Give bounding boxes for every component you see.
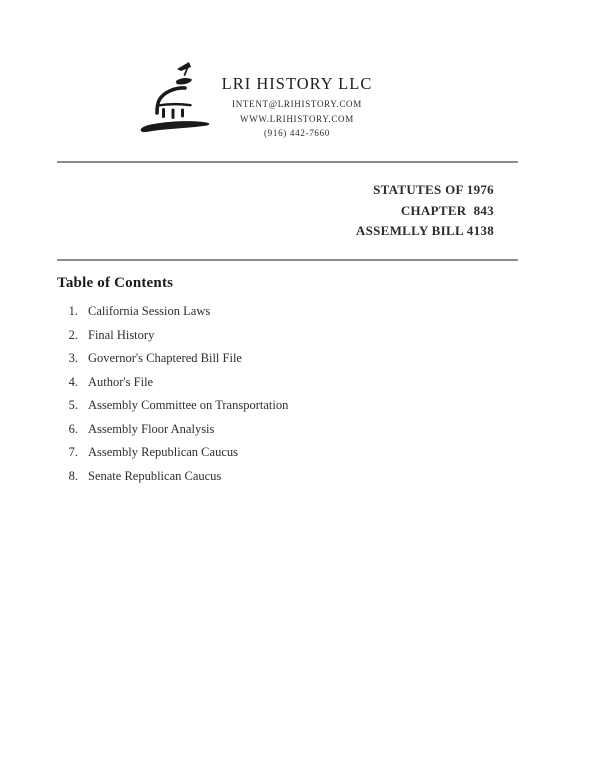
toc-item-label: Final History — [88, 327, 155, 342]
statutes-line: STATUTES OF 1976 — [373, 182, 494, 197]
toc-item — [57, 445, 288, 469]
company-name: LRI HISTORY LLC — [221, 74, 373, 93]
statute-reference-block — [356, 180, 494, 242]
toc-item-label: Assembly Republican Caucus — [88, 445, 238, 459]
toc-item-label: Author's File — [88, 374, 154, 389]
toc-list — [57, 304, 288, 492]
toc-item — [57, 328, 288, 352]
toc-item-number: 7. — [68, 445, 78, 459]
toc-item — [57, 375, 288, 399]
toc-item-number: 3. — [68, 351, 78, 365]
toc-item — [57, 398, 288, 422]
toc-item-label: Senate Republican Caucus — [88, 468, 222, 483]
toc-item-label: Governor's Chaptered Bill File — [88, 351, 242, 365]
company-contact-block — [177, 97, 417, 141]
toc-item-number: 1. — [68, 304, 78, 318]
horizontal-rule-middle — [57, 259, 518, 261]
bill-line: ASSEMLLY BILL 4138 — [355, 223, 494, 238]
toc-item-number: 8. — [68, 468, 78, 483]
toc-item — [57, 351, 288, 375]
horizontal-rule-top — [57, 161, 518, 163]
toc-item — [57, 422, 288, 446]
toc-item-label: Assembly Committee on Transportation — [88, 398, 289, 412]
toc-item — [57, 304, 288, 328]
company-phone: (916) 442-7660 — [263, 128, 331, 138]
toc-item-number: 2. — [68, 327, 78, 342]
company-website: WWW.LRIHISTORY.COM — [240, 113, 354, 124]
toc-heading: Table of Contents — [57, 275, 174, 291]
toc-item — [57, 469, 288, 493]
toc-item-number: 6. — [68, 421, 78, 436]
toc-item-number: 4. — [68, 374, 78, 389]
toc-item-label: California Session Laws — [88, 304, 211, 318]
toc-item-number: 5. — [68, 398, 78, 412]
company-email: INTENT@LRIHISTORY.COM — [232, 99, 362, 109]
chapter-line: CHAPTER 843 — [400, 202, 494, 218]
toc-item-label: Assembly Floor Analysis — [88, 421, 215, 436]
